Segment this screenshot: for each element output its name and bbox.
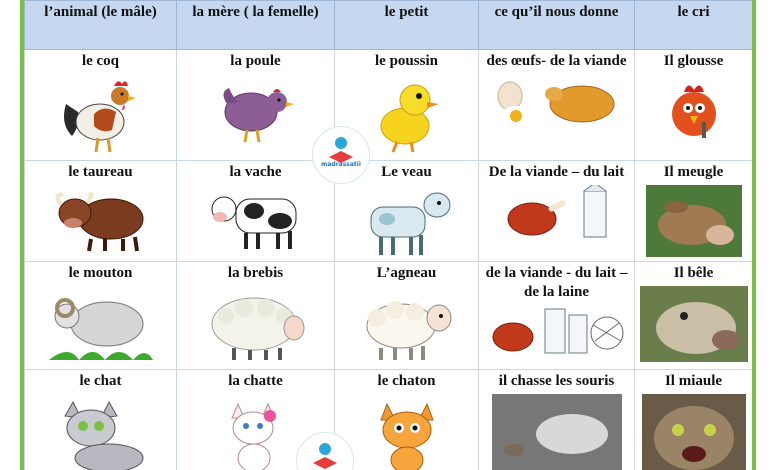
label-female-cat: la chatte [228, 373, 283, 389]
header-row [25, 1, 753, 50]
cell-female [177, 262, 335, 370]
label-gives-cat: il chasse les souris [498, 373, 615, 389]
table-row [25, 161, 753, 262]
cell-male [25, 262, 177, 370]
label-ewe: la brebis [227, 265, 284, 281]
label-bull: le taureau [68, 164, 133, 180]
cell-male [25, 50, 177, 161]
label-ram: le mouton [68, 265, 133, 281]
ram-icon [49, 286, 153, 366]
cell-gives [479, 262, 635, 370]
label-lamb: L’agneau [376, 265, 437, 281]
label-cow: la vache [229, 164, 282, 180]
female-cat-icon [216, 394, 296, 470]
label-cry-cat: Il miaule [664, 373, 723, 389]
cell-cry [635, 262, 753, 370]
cell-cry [635, 370, 753, 470]
label-rooster: le coq [81, 53, 120, 69]
cell-male [25, 370, 177, 470]
label-gives-chicken: des œufs- de la viande [486, 53, 627, 69]
watermark-logo [296, 432, 354, 470]
cell-cry [635, 161, 753, 262]
madrassatii-logo-icon [313, 127, 369, 183]
cell-male [25, 161, 177, 262]
hen-icon [213, 74, 299, 146]
cell-female [177, 50, 335, 161]
tomcat-icon [51, 394, 151, 470]
meat-milk-wool-icon [487, 305, 627, 359]
cell-cry [635, 50, 753, 161]
eggs-and-roast-chicken-icon [492, 74, 622, 130]
meat-and-milk-icon [492, 185, 622, 241]
cow-icon [206, 185, 306, 253]
label-gives-sheep: de la viande - du lait – de la laine [485, 265, 628, 300]
label-cry-cow: Il meugle [663, 164, 724, 180]
table-row [25, 262, 753, 370]
calf-icon [357, 185, 457, 257]
label-hen: la poule [230, 53, 281, 69]
header-female: la mère ( la femelle) [177, 1, 335, 50]
header-cry: le cri [635, 1, 753, 50]
cell-gives [479, 161, 635, 262]
table-row [25, 50, 753, 161]
cell-gives [479, 370, 635, 470]
meowing-cat-photo-icon [642, 394, 746, 470]
chick-icon [367, 74, 447, 154]
ewe-icon [204, 286, 308, 362]
watermark-text: madrassatii [321, 161, 361, 168]
cell-young [335, 262, 479, 370]
table-row [25, 370, 753, 470]
table-frame [20, 0, 756, 470]
animals-table [24, 0, 753, 470]
bleating-sheep-photo-icon [640, 286, 748, 362]
kitten-icon [367, 394, 447, 470]
label-cry-sheep: Il bêle [673, 265, 714, 281]
cell-gives [479, 50, 635, 161]
cell-female [177, 161, 335, 262]
mooing-cow-photo-icon [646, 185, 742, 257]
watermark-logo [312, 126, 370, 184]
cat-hunting-mouse-photo-icon [492, 394, 622, 470]
lamb-icon [355, 286, 459, 362]
header-male: l’animal (le mâle) [25, 1, 177, 50]
bull-icon [51, 185, 151, 253]
label-tomcat: le chat [79, 373, 122, 389]
label-calf: Le veau [381, 164, 432, 180]
rooster-icon [58, 74, 144, 154]
cell-young [335, 370, 479, 470]
label-kitten: le chaton [377, 373, 436, 389]
clucking-hen-icon [662, 74, 726, 142]
madrassatii-logo-icon [297, 433, 353, 470]
label-gives-cow: De la viande – du lait [488, 164, 625, 180]
header-gives: ce qu’il nous donne [479, 1, 635, 50]
label-cry-chicken: Il glousse [663, 53, 724, 69]
header-young: le petit [335, 1, 479, 50]
label-chick: le poussin [375, 53, 438, 69]
